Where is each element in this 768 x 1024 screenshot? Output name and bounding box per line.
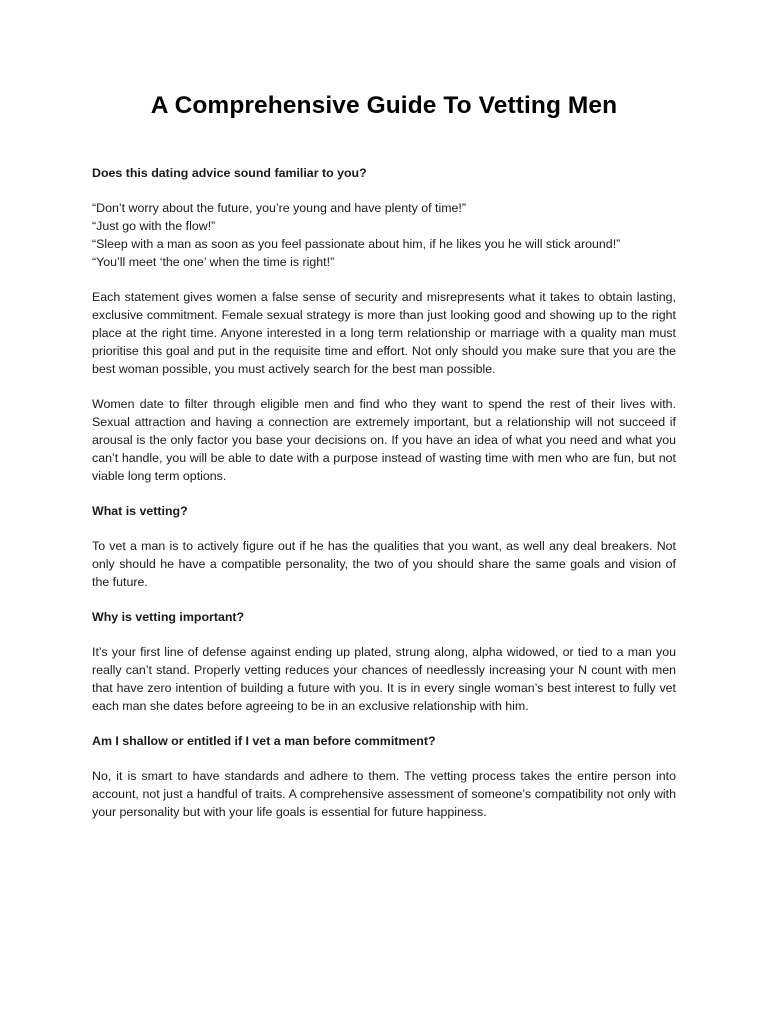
- quote-1: “Don’t worry about the future, you’re young and have plenty of time!”: [92, 201, 466, 215]
- document-page: [92, 86, 676, 821]
- spacer: [92, 271, 676, 288]
- document-title: A Comprehensive Guide To Vetting Men: [150, 92, 618, 119]
- spacer: [92, 750, 676, 767]
- paragraph-1: Each statement gives women a false sense of security and misrepresents what it takes to obtain lasting, exclusive commitment. Female sexual strategy is more than just looking good and showing up to the right place at the right time. Anyone interested in a long term relationship or marriage with a quality man must prioritise this goal and put in the requisite time and effort. Not only should you make sure that you are the best woman possible, you must actively search for the best man possible.: [92, 290, 676, 376]
- spacer: [92, 485, 676, 502]
- quote-4: “You’ll meet ‘the one’ when the time is right!”: [92, 255, 335, 269]
- heading-shallow-entitled: Am I shallow or entitled if I vet a man before commitment?: [92, 734, 436, 748]
- heading-what-is-vetting: What is vetting?: [92, 504, 188, 518]
- paragraph-vetting: To vet a man is to actively figure out if he has the qualities that you want, as well any deal breakers. Not only should he have a compatible personality, the two of you should share the same goals and vision of the future.: [92, 539, 676, 589]
- quote-3: “Sleep with a man as soon as you feel passionate about him, if he likes you he will stick around!”: [92, 237, 621, 251]
- spacer: [92, 520, 676, 537]
- heading-why-important: Why is vetting important?: [92, 610, 245, 624]
- paragraph-2: Women date to filter through eligible men and find who they want to spend the rest of their lives with. Sexual attraction and having a connection are extremely important, but a relationship will not succeed if arousal is the only factor you base your decisions on. If you have an idea of what you need and what you can’t handle, you will be able to date with a purpose instead of wasting time with men who are fun, but not viable long term options.: [92, 397, 676, 483]
- spacer: [92, 591, 676, 608]
- spacer: [92, 715, 676, 732]
- intro-heading: Does this dating advice sound familiar to you?: [92, 166, 367, 180]
- paragraph-shallow: No, it is smart to have standards and adhere to them. The vetting process takes the entire person into account, not just a handful of traits. A comprehensive assessment of someone’s compatibility not only with your personality but with your life goals is essential for future happiness.: [92, 769, 676, 819]
- quote-2: “Just go with the flow!”: [92, 219, 216, 233]
- spacer: [92, 378, 676, 395]
- spacer: [92, 182, 676, 199]
- paragraph-important: It’s your first line of defense against ending up plated, strung along, alpha widowed, or tied to a man you really can’t stand. Properly vetting reduces your chances of needlessly increasing your N count with men that have zero intention of building a future with you. It is in every single woman’s best interest to fully vet each man she dates before agreeing to be in an exclusive relationship with him.: [92, 645, 676, 713]
- quote-list: [92, 199, 676, 271]
- spacer: [92, 626, 676, 643]
